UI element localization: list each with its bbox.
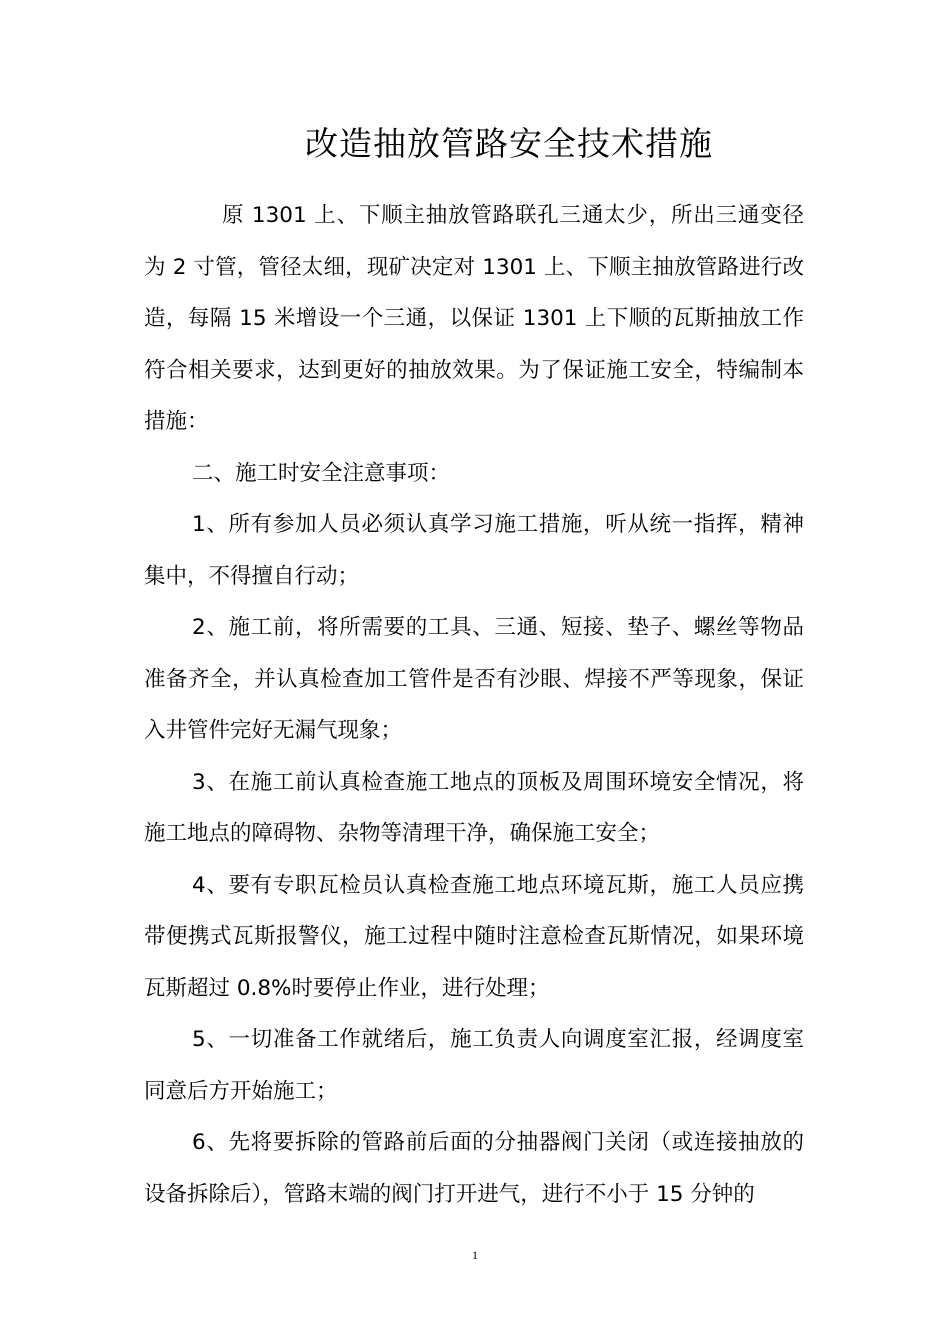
page-number: 1 — [472, 1248, 478, 1262]
list-item: 3、在施工前认真检查施工地点的顶板及周围环境安全情况，将施工地点的障碍物、杂物等清理干净，确保施工安全； — [144, 769, 804, 846]
list-item: 5、一切准备工作就绪后，施工负责人向调度室汇报，经调度室同意后方开始施工； — [144, 1027, 804, 1104]
list-item: 1、所有参加人员必须认真学习施工措施，听从统一指挥，精神集中，不得擅自行动； — [144, 512, 804, 589]
list-item: 6、先将要拆除的管路前后面的分抽器阀门关闭（或连接抽放的设备拆除后），管路末端的阀门打开进气，进行不小于 15 分钟的 — [144, 1130, 804, 1207]
document-title: 改造抽放管路安全技术措施 — [305, 124, 713, 163]
list-item: 4、要有专职瓦检员认真检查施工地点环境瓦斯，施工人员应携带便携式瓦斯报警仪，施工过程中随时注意检查瓦斯情况，如果环境瓦斯超过 0.8%时要停止作业，进行处理； — [144, 872, 804, 1001]
section-heading: 二、施工时安全注意事项： — [192, 460, 451, 486]
list-item: 2、施工前，将所需要的工具、三通、短接、垫子、螺丝等物品准备齐全，并认真检查加工管件是否有沙眼、焊接不严等现象，保证入井管件完好无漏气现象； — [144, 615, 804, 743]
document-body — [144, 190, 804, 1220]
intro-paragraph: 原 1301 上、下顺主抽放管路联孔三通太少，所出三通变径为 2 寸管，管径太细，现矿决定对 1301 上、下顺主抽放管路进行改造，每隔 15 米增设一个三通，以保证 1301 上下顺的瓦斯抽放工作符合相关要求，达到更好的抽放效果。为了保证施工安全，特编制本措施： — [144, 203, 804, 434]
